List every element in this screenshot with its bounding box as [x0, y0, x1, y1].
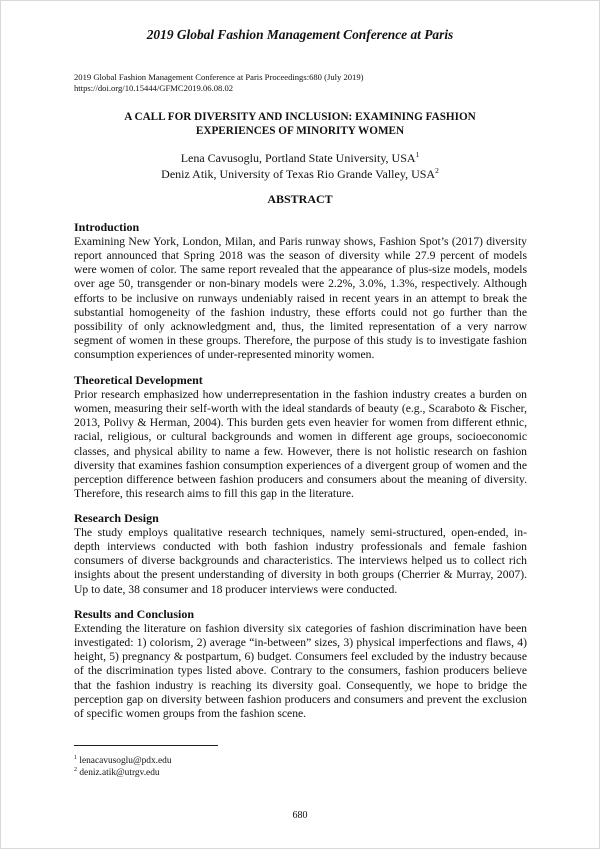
footnote-2 [74, 767, 172, 779]
footnote-1-email[interactable]: lenacavusoglu@pdx.edu [77, 756, 172, 766]
section-results-and-conclusion [74, 607, 527, 721]
title-line-2: EXPERIENCES OF MINORITY WOMEN [195, 125, 405, 137]
section-body: Prior research emphasized how underrepresentation in the fashion industry creates a burden on women, measuring their self-worth with the ideal standards of beauty (e.g., Scaraboto & Fischer, 2013, Polivy & Herman, 2004). This burden gets even heavier for women from different ethnic, racial, religious, or cultural backgrounds and women in different age groups, socioeconomic classes, and physical ability to name a few. However, there is not holistic research on fashion diversity that examines fashion consumption experiences of a divergent group of women and the perception difference between fashion producers and consumers about the meaning of diversity. Therefore, this research aims to fill this gap in the literature. [74, 387, 527, 501]
author-2-footnote-mark: 2 [435, 165, 439, 175]
section-theoretical-development [74, 373, 527, 501]
section-body: The study employs qualitative research techniques, namely semi-structured, open-ended, in-depth interviews conducted with both fashion industry professionals and female fashion consumers of diverse backgrounds and characteristics. The interviews helped us to collect rich insights about the present understanding of diversity in both groups (Cherrier & Murray, 2007). Up to date, 38 consumer and 18 producer interviews were conducted. [74, 525, 527, 596]
section-introduction [74, 220, 527, 363]
footnote-divider [74, 745, 218, 746]
author-1-affiliation: Lena Cavusoglu, Portland State University, USA [180, 151, 416, 165]
section-research-design [74, 511, 527, 597]
footnote-1-mark: 1 [74, 755, 77, 761]
publication-meta [74, 72, 364, 94]
proceedings-line: 2019 Global Fashion Management Conference at Paris Proceedings:680 (July 2019) [74, 72, 364, 82]
footnote-2-email[interactable]: deniz.atik@utrgv.edu [77, 768, 160, 778]
footnote-1 [74, 755, 172, 767]
running-header: 2019 Global Fashion Management Conference at Paris [146, 27, 454, 42]
paper-title [60, 110, 540, 138]
author-2-affiliation: Deniz Atik, University of Texas Rio Grande Valley, USA [161, 166, 436, 181]
page-number: 680 [292, 810, 308, 821]
section-heading: Research Design [74, 511, 159, 525]
section-heading: Theoretical Development [74, 373, 203, 387]
author-1-footnote-mark: 1 [415, 150, 420, 159]
footnote-2-mark: 2 [74, 767, 77, 773]
section-body: Extending the literature on fashion diversity six categories of fashion discrimination have been investigated: 1) colorism, 2) average “in-between” sizes, 3) physical imperfections and flaws, 4) height, 5) pregnancy & postpartum, 6) budget. Consumers feel excluded by the industry because of the discrimination types listed above. Contrary to the consumers, fashion producers believe that the fashion industry is reaching its diversity goal. Consequently, we hope to bridge the perception gap on diversity between fashion producers and consumers and prevent the exclusion of specific women groups from the fashion scene. [74, 621, 527, 721]
section-heading: Introduction [74, 220, 140, 234]
section-body: Examining New York, London, Milan, and Paris runway shows, Fashion Spot’s (2017) diversity report announced that Spring 2018 was the season of diversity while 27.9 percent of models were women of color. The same report revealed that the appearance of plus-size models, models over age 50, transgender or non-binary models were 2.2%, 3.0%, 1.3%, respectively. Although efforts to be inclusive on runways undeniably raised in recent years in an attempt to break the substantial homogeneity of the fashion industry, these efforts could not go further than the possibility of only acknowledgment and, thus, the limited representation of a very narrow segment of women in these groups. Therefore, the purpose of this study is to investigate fashion consumption experiences of under-represented minority women. [74, 234, 527, 362]
title-line-1: A CALL FOR DIVERSITY AND INCLUSION: EXAMINING FASHION [124, 111, 476, 123]
author-1 [60, 151, 540, 167]
author-2 [60, 167, 540, 183]
doi-link[interactable]: https://doi.org/10.15444/GFMC2019.06.08.02 [74, 83, 234, 93]
abstract-heading: ABSTRACT [267, 192, 333, 206]
author-list [60, 151, 540, 182]
section-heading: Results and Conclusion [74, 607, 195, 621]
footnotes [74, 755, 172, 779]
